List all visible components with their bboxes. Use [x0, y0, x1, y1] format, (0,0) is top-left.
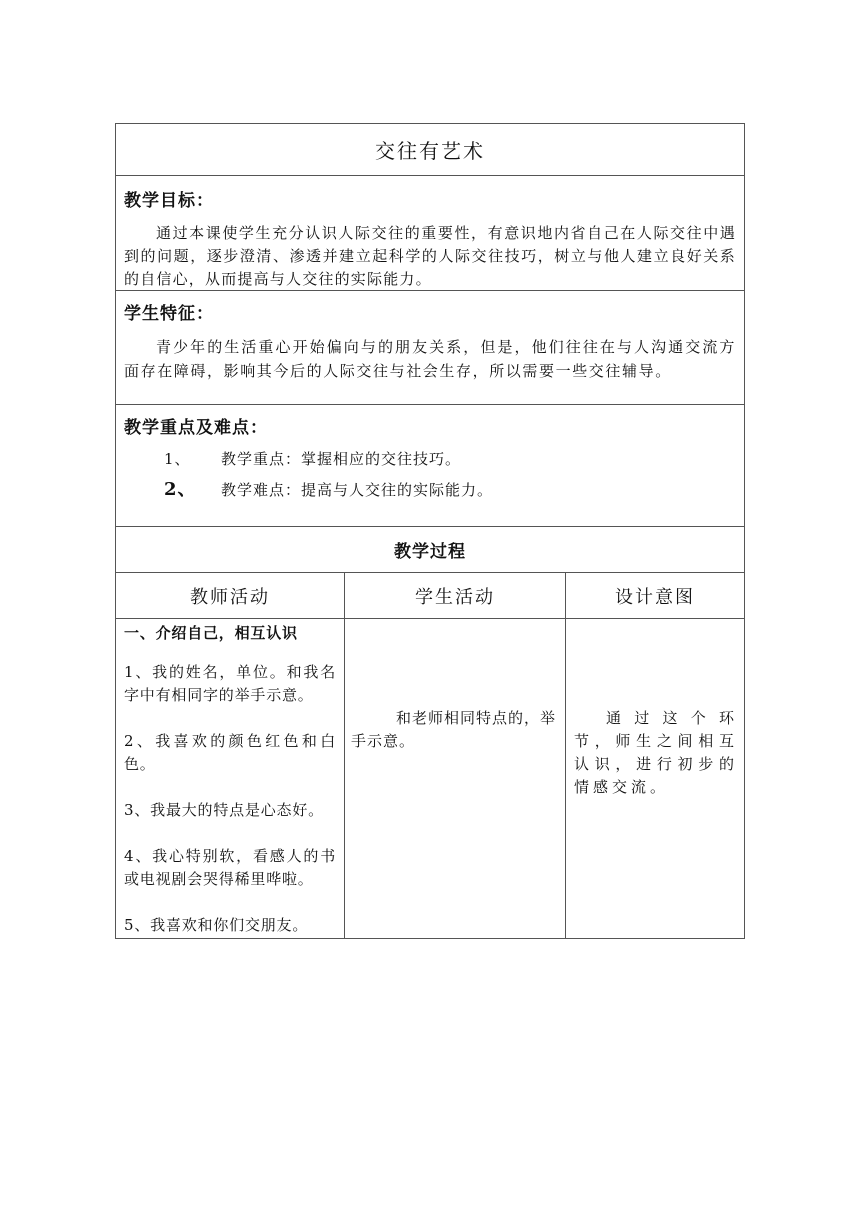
teaching-goal-section	[115, 175, 745, 290]
teaching-process-heading: 教学过程	[115, 526, 745, 572]
column-header-intent: 设计意图	[615, 586, 695, 608]
teacher-activity-item: 3、我最大的特点是心态好。	[124, 801, 324, 819]
key-points-heading: 教学重点及难点：	[124, 418, 268, 438]
teaching-goal-text: 通过本课使学生充分认识人际交往的重要性，有意识地内省自己在人际交往中遇到的问题，逐步澄清、渗透并建立起科学的人际交往技巧，树立与他人建立良好关系的自信心，从而提高与人交往的实际能力。	[124, 224, 736, 288]
process-column-headers	[115, 572, 745, 618]
design-intent-cell: 通过这个环节，师生之间相互认识，进行初步的情感交流。	[574, 709, 738, 796]
process-content-row	[115, 618, 745, 939]
key-point-number: 1、	[164, 450, 191, 468]
page-title: 交往有艺术	[115, 123, 745, 175]
student-activity-cell: 和老师相同特点的，举手示意。	[345, 619, 566, 938]
key-point-item	[164, 449, 736, 469]
teacher-activity-item: 2、我喜欢的颜色红色和白色。	[124, 732, 336, 773]
teacher-activity-heading: 一、介绍自己，相互认识	[124, 624, 298, 642]
column-header-student: 学生活动	[345, 573, 566, 618]
key-points-section	[115, 404, 745, 526]
difficulty-point-item	[164, 477, 736, 503]
difficulty-point-text: 教学难点：提高与人交往的实际能力。	[221, 481, 494, 499]
student-traits-heading: 学生特征：	[124, 304, 214, 324]
key-point-text: 教学重点：掌握相应的交往技巧。	[221, 450, 462, 468]
column-header-teacher: 教师活动	[116, 573, 345, 618]
student-traits-text: 青少年的生活重心开始偏向与的朋友关系，但是，他们往往在与人沟通交流方面存在障碍，影响其今后的人际交往与社会生存，所以需要一些交往辅导。	[124, 338, 736, 380]
difficulty-point-number: 2、	[164, 479, 197, 500]
teaching-goal-heading: 教学目标：	[124, 191, 214, 211]
student-traits-section	[115, 290, 745, 404]
teacher-activity-item: 4、我心特别软，看感人的书或电视剧会哭得稀里哗啦。	[124, 847, 336, 888]
lesson-plan-table	[115, 123, 745, 939]
teacher-activity-item: 1、我的姓名，单位。和我名字中有相同字的举手示意。	[124, 663, 336, 704]
teacher-activity-cell	[116, 619, 345, 938]
teacher-activity-item: 5、我喜欢和你们交朋友。	[124, 916, 309, 934]
